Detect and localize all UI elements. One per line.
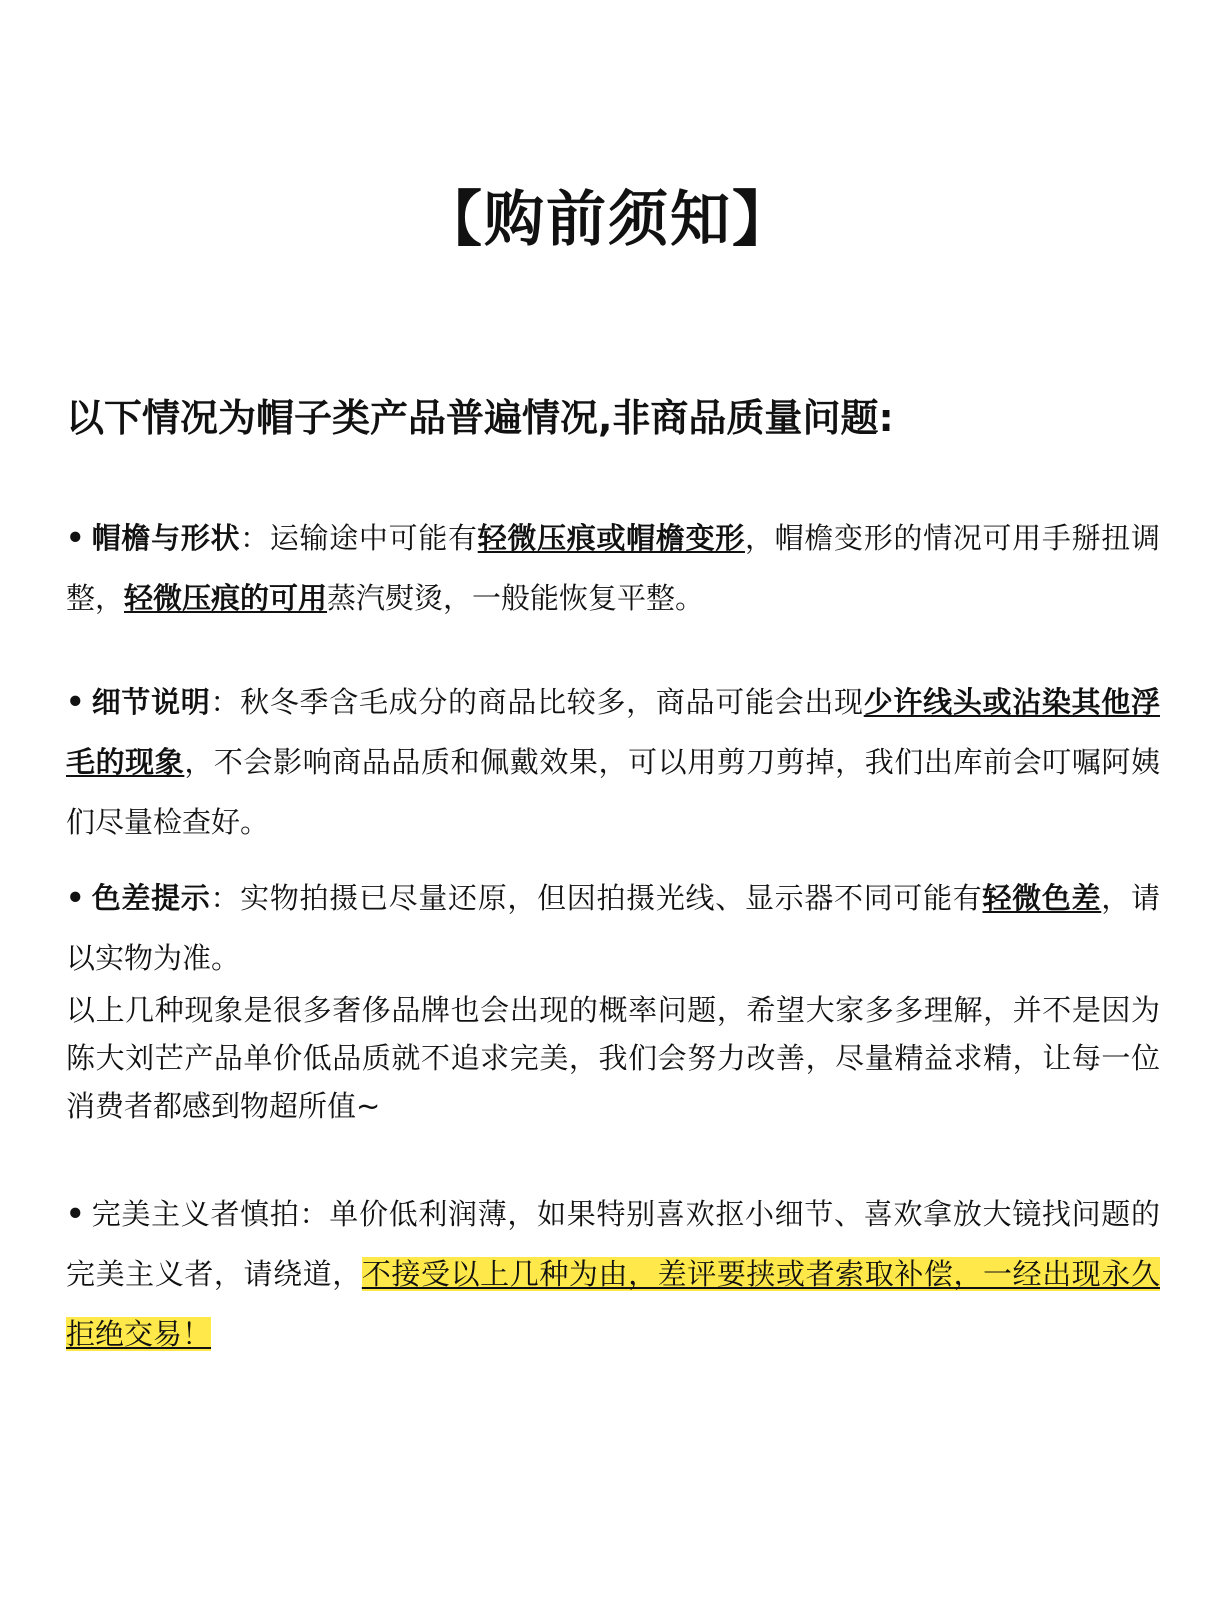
item-emphasis: 轻微压痕或帽檐变形 [477, 521, 745, 555]
item-text: 实物拍摄已尽量还原，但因拍摄光线、显示器不同可能有 [240, 881, 983, 915]
summary-paragraph: 以上几种现象是很多奢侈品牌也会出现的概率问题，希望大家多多理解，并不是因为陈大刘芒产品单价低品质就不追求完美，我们会努力改善，尽量精益求精，让每一位消费者都感到物超所值~ [66, 993, 1160, 1123]
item-emphasis: 轻微色差 [982, 881, 1102, 915]
item-emphasis: 轻微压痕的可用 [124, 581, 328, 615]
item-text: 蒸汽熨烫，一般能恢复平整。 [327, 581, 705, 615]
item-text: ，不会影响商品品质和佩戴效果，可以用剪刀剪掉，我们出库前会叮嘱阿姨们尽量检查好。 [66, 745, 1160, 839]
item-emphasis: 少许线头或沾染其他浮毛的现象 [66, 685, 1160, 779]
item-text: 秋冬季含毛成分的商品比较多，商品可能会出现 [240, 685, 864, 719]
bullet-icon: • [66, 685, 85, 719]
item-colon: ： [210, 881, 241, 915]
section-heading: 以下情况为帽子类产品普遍情况,非商品质量问题: [66, 396, 894, 440]
notice-item-shape [66, 508, 1160, 628]
notice-item-color [66, 868, 1160, 988]
page-title: 【购前须知】 [422, 185, 794, 255]
highlighted-warning: 不接受以上几种为由，差评要挟或者索取补偿，一经出现永久拒绝交易！ [66, 1257, 1160, 1351]
item-text: ，请以实物为准。 [66, 881, 1160, 975]
bullet-icon: • [66, 1197, 85, 1231]
item-text: ，帽檐变形的情况可用手掰扭调整， [66, 521, 1160, 615]
item-label: 细节说明 [91, 685, 211, 719]
item-colon: ： [240, 521, 270, 555]
notice-item-perfectionist [66, 1184, 1160, 1364]
item-text: 完美主义者慎拍：单价低利润薄，如果特别喜欢抠小细节、喜欢拿放大镜找问题的完美主义者，请绕道， [66, 1197, 1160, 1291]
item-label: 色差提示 [91, 881, 211, 915]
item-label: 帽檐与形状 [91, 521, 241, 555]
item-colon: ： [210, 685, 241, 719]
bullet-icon: • [66, 521, 85, 555]
item-text: 运输途中可能有 [269, 521, 478, 555]
notice-item-details [66, 672, 1160, 852]
bullet-icon: • [66, 881, 85, 915]
